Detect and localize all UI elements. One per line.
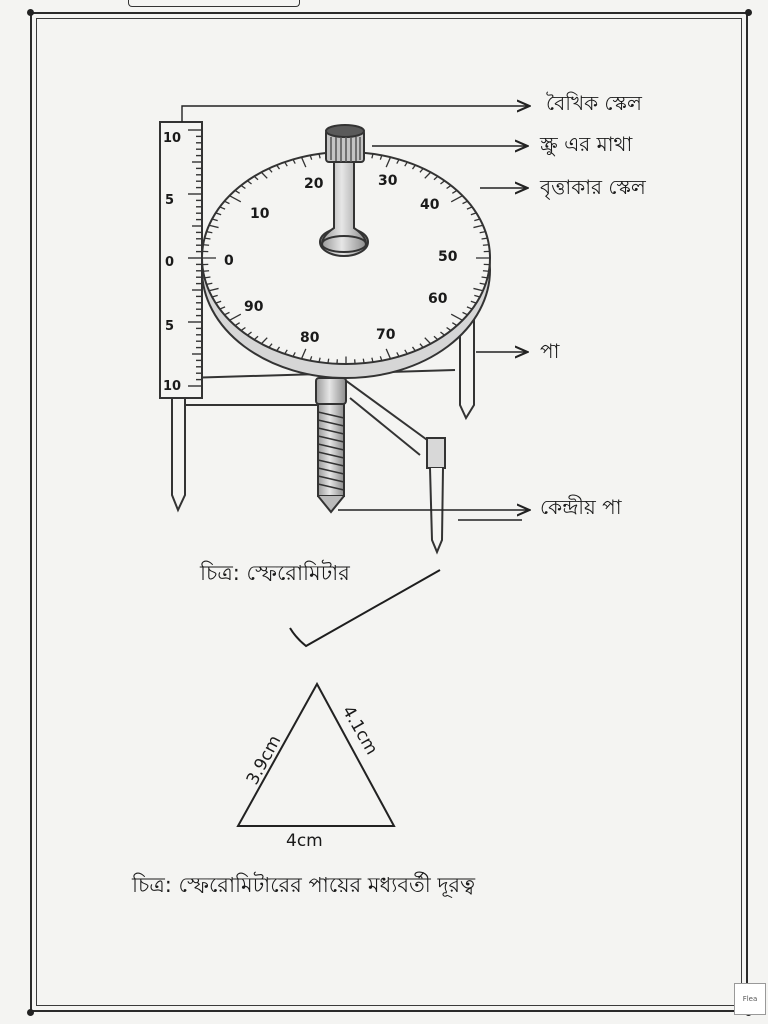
callout-leg: পা: [540, 339, 560, 363]
central-screw: [316, 378, 346, 512]
figure-caption-leg-distance: চিত্র: স্ফেরোমিটারের পায়ের মধ্যবর্তী দূরত্ব: [132, 873, 476, 897]
figure-caption-spherometer: চিত্র: স্ফেরোমিটার: [200, 561, 350, 585]
linear-label-top: 10: [163, 131, 182, 146]
dial-label-50: 50: [438, 249, 458, 265]
linear-label-5a: 5: [165, 193, 175, 208]
dial-label-40: 40: [420, 197, 440, 213]
left-leg: [172, 398, 185, 510]
dial-label-70: 70: [376, 327, 396, 343]
corner-stamp: Flea: [734, 983, 766, 1015]
dial-label-20: 20: [304, 176, 324, 192]
linear-scale: [160, 122, 202, 398]
dial-label-0: 0: [224, 253, 234, 269]
dial-label-80: 80: [300, 330, 320, 346]
callout-circular-scale: বৃত্তাকার স্কেল: [540, 175, 646, 199]
linear-label-0: 0: [165, 255, 175, 270]
leg-distance-triangle: [238, 684, 394, 851]
dial-label-30: 30: [378, 173, 398, 189]
dial-label-60: 60: [428, 291, 448, 307]
dial-label-90: 90: [244, 299, 264, 315]
callout-central-leg: কেন্দ্রীয় পা: [540, 495, 622, 519]
triangle-side-left: 3.9cm: [242, 732, 286, 789]
dial-label-10: 10: [250, 206, 270, 222]
linear-label-5b: 5: [165, 319, 175, 334]
linear-label-bottom: 10: [163, 379, 182, 394]
front-leg: [427, 438, 445, 552]
callout-linear-scale: বৈখিক স্কেল: [546, 91, 642, 115]
callout-screw-head: স্ক্রু এর মাথা: [540, 132, 633, 156]
triangle-side-right: 4.1cm: [337, 702, 382, 759]
triangle-side-bottom: 4cm: [286, 831, 323, 851]
screw-head-knob: [326, 125, 364, 162]
